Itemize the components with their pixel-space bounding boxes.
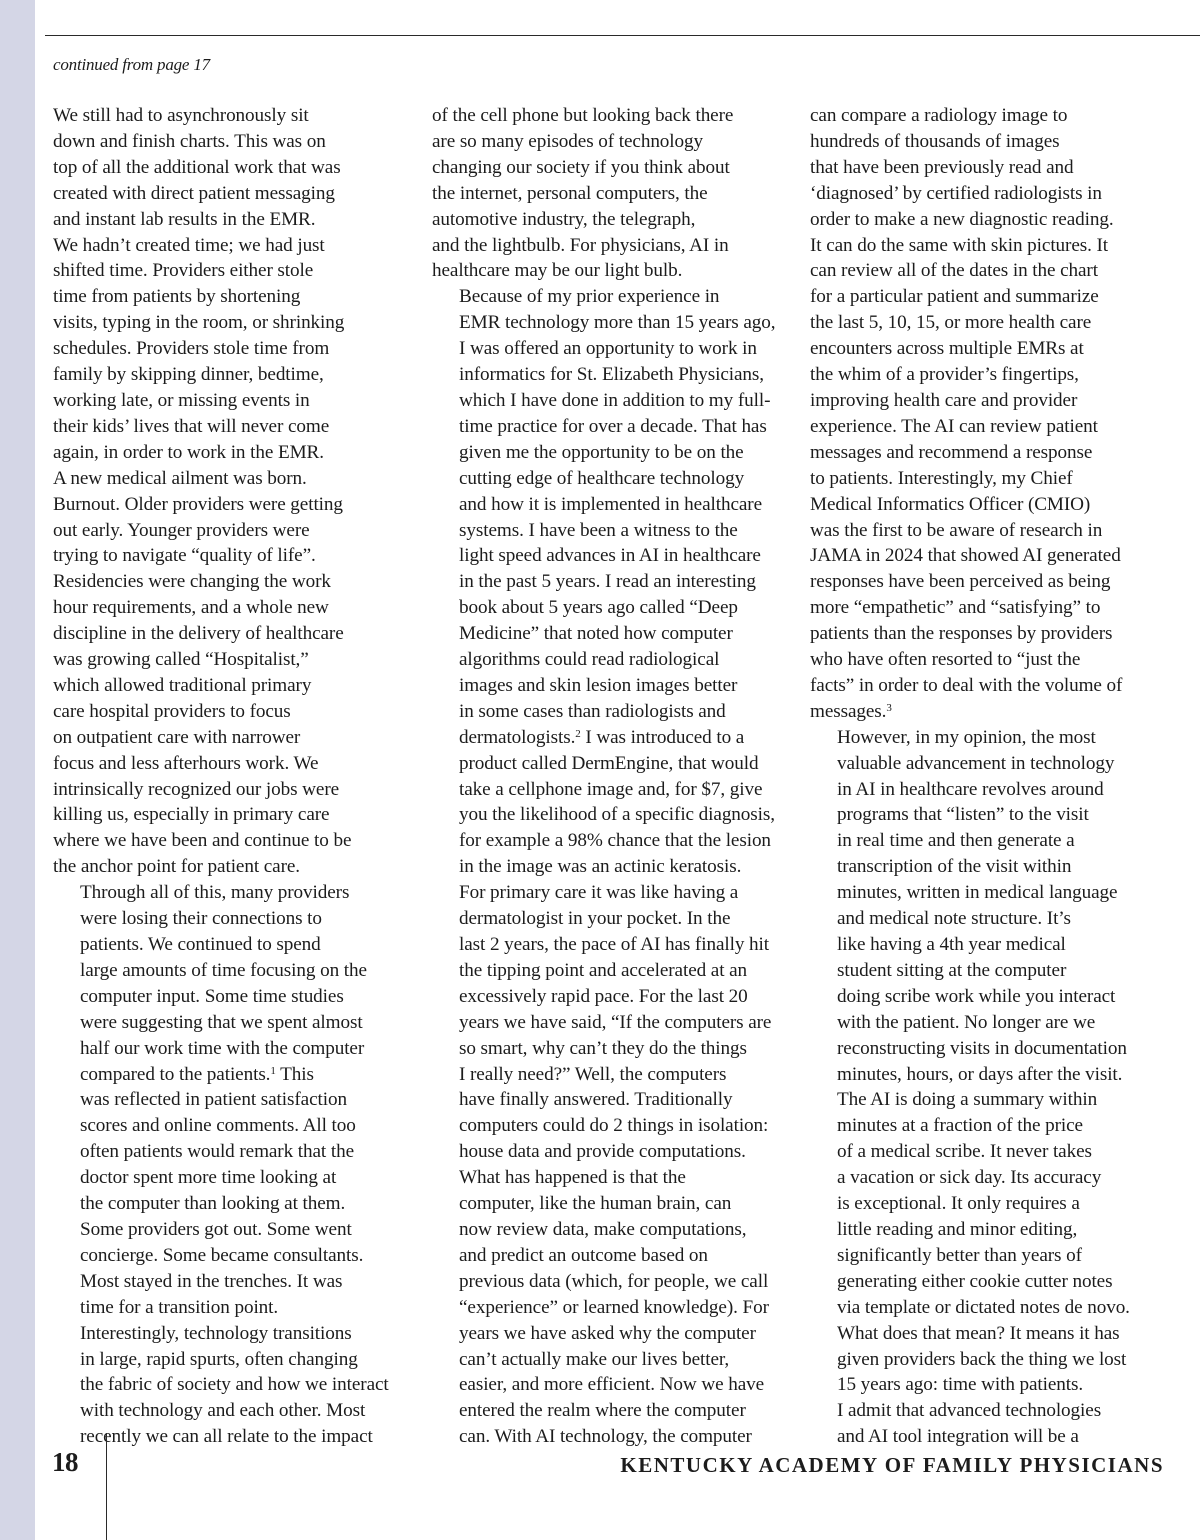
text-line: and the lightbulb. For physicians, AI in [432, 234, 729, 256]
text-line: dermatologists.$^2$ I was introduced to a [459, 726, 745, 748]
paragraph [432, 284, 794, 1450]
text-line: the last 5, 10, 15, or more health care [810, 312, 1092, 334]
text-column-1 [53, 103, 415, 1450]
text-line: visits, typing in the room, or shrinking [53, 312, 345, 334]
text-line: computer, like the human brain, can [459, 1193, 732, 1215]
text-line: We hadn’t created time; we had just [53, 234, 325, 256]
text-line: of a medical scribe. It never takes [837, 1141, 1092, 1163]
paragraph [53, 880, 415, 1320]
text-line: like having a 4th year medical [837, 934, 1066, 955]
paragraph [810, 725, 1172, 1399]
text-line: can review all of the dates in the chart [810, 260, 1098, 282]
text-line: via template or dictated notes de novo. [837, 1296, 1130, 1318]
text-line: with the patient. No longer are we [837, 1011, 1096, 1033]
text-line: What has happened is that the [459, 1167, 686, 1189]
text-line: ‘diagnosed’ by certified radiologists in [810, 182, 1102, 204]
text-line: product called DermEngine, that would [459, 752, 759, 774]
text-line: and AI tool integration will be a [837, 1426, 1079, 1448]
paragraph [53, 103, 415, 880]
text-line: informatics for St. Elizabeth Physicians, [459, 364, 764, 386]
paragraph [53, 1321, 415, 1451]
text-line: out early. Younger providers were [53, 519, 310, 541]
text-line: more “empathetic” and “satisfying” to [810, 597, 1101, 619]
text-line: of the cell phone but looking back there [432, 105, 734, 126]
text-line: responses have been perceived as being [810, 571, 1111, 593]
text-line: Because of my prior experience in [459, 286, 720, 308]
text-line: given me the opportunity to be on the [459, 441, 744, 463]
text-line: student sitting at the computer [837, 959, 1067, 981]
text-line: schedules. Providers stole time from [53, 338, 330, 360]
publication-title: KENTUCKY ACADEMY OF FAMILY PHYSICIANS [620, 1453, 1164, 1477]
text-line: generating either cookie cutter notes [837, 1270, 1113, 1292]
text-line: the fabric of society and how we interact [80, 1374, 389, 1396]
footer-divider [106, 1433, 107, 1540]
text-line: were suggesting that we spent almost [80, 1011, 363, 1033]
text-line: and how it is implemented in healthcare [459, 493, 763, 515]
text-line: focus and less afterhours work. We [53, 752, 319, 774]
text-line: hour requirements, and a whole new [53, 597, 329, 619]
text-line: minutes, hours, or days after the visit. [837, 1063, 1123, 1085]
text-line: concierge. Some became consultants. [80, 1244, 364, 1266]
text-line: compared to the patients.$^1$ This [80, 1063, 314, 1085]
text-line: which I have done in addition to my full- [459, 389, 771, 411]
text-line: you the likelihood of a specific diagnosis, [459, 804, 775, 826]
text-line: for example a 98% chance that the lesion [459, 830, 771, 852]
text-line: time practice for over a decade. That has [459, 415, 767, 437]
text-line: “experience” or learned knowledge). For [459, 1296, 769, 1318]
text-line: can’t actually make our lives better, [459, 1348, 730, 1370]
text-line: messages.$^3$ [810, 700, 892, 722]
text-line: Interestingly, technology transitions [80, 1322, 352, 1344]
text-line: scores and online comments. All too [80, 1115, 356, 1137]
text-line: easier, and more efficient. Now we have [459, 1374, 765, 1396]
text-line: I was offered an opportunity to work in [459, 338, 757, 360]
text-line: algorithms could read radiological [459, 649, 720, 671]
text-column-3 [810, 103, 1172, 1450]
text-line: images and skin lesion images better [459, 674, 738, 696]
text-line: messages and recommend a response [810, 441, 1093, 463]
text-line: 15 years ago: time with patients. [837, 1374, 1084, 1396]
text-line: intrinsically recognized our jobs were [53, 778, 340, 800]
text-line: significantly better than years of [837, 1244, 1082, 1266]
text-line: book about 5 years ago called “Deep [459, 597, 738, 619]
text-line: to patients. Interestingly, my Chief [810, 467, 1073, 489]
text-line: the whim of a provider’s fingertips, [810, 364, 1079, 386]
text-line: years we have said, “If the computers are [459, 1011, 772, 1033]
text-line: and medical note structure. It’s [837, 908, 1071, 930]
text-line: Most stayed in the trenches. It was [80, 1270, 343, 1292]
text-line: working late, or missing events in [53, 389, 310, 411]
text-line: were losing their connections to [80, 908, 322, 930]
text-line: computer input. Some time studies [80, 985, 344, 1007]
text-line: The AI is doing a summary within [837, 1089, 1098, 1111]
text-line: programs that “listen” to the visit [837, 804, 1089, 826]
text-line: in real time and then generate a [837, 830, 1075, 852]
text-line: healthcare may be our light bulb. [432, 260, 683, 282]
continued-note: continued from page 17 [53, 55, 210, 74]
text-line: Some providers got out. Some went [80, 1218, 352, 1240]
text-line: take a cellphone image and, for $7, give [459, 778, 763, 800]
text-line: with technology and each other. Most [80, 1400, 366, 1422]
text-line: care hospital providers to focus [53, 700, 291, 722]
text-line: doctor spent more time looking at [80, 1167, 337, 1189]
text-line: EMR technology more than 15 years ago, [459, 312, 776, 334]
text-line: valuable advancement in technology [837, 752, 1115, 774]
text-line: shifted time. Providers either stole [53, 260, 314, 282]
text-line: order to make a new diagnostic reading. [810, 208, 1114, 230]
text-line: the computer than looking at them. [80, 1193, 346, 1215]
text-line: What does that mean? It means it has [837, 1322, 1120, 1344]
text-line: on outpatient care with narrower [53, 726, 301, 748]
text-line: a vacation or sick day. Its accuracy [837, 1167, 1102, 1189]
text-line: systems. I have been a witness to the [459, 519, 738, 541]
text-line: encounters across multiple EMRs at [810, 338, 1084, 360]
text-line: was growing called “Hospitalist,” [53, 649, 309, 671]
text-line: can. With AI technology, the computer [459, 1426, 752, 1448]
text-line: It can do the same with skin pictures. It [810, 234, 1109, 256]
paragraph [432, 103, 794, 284]
text-line: I really need?” Well, the computers [459, 1063, 727, 1085]
text-line: previous data (which, for people, we call [459, 1270, 769, 1292]
text-line: the tipping point and accelerated at an [459, 959, 748, 981]
text-line: created with direct patient messaging [53, 182, 335, 204]
text-line: reconstructing visits in documentation [837, 1037, 1127, 1059]
text-line: I admit that advanced technologies [837, 1400, 1102, 1422]
text-line: for a particular patient and summarize [810, 286, 1099, 308]
text-line: Medical Informatics Officer (CMIO) [810, 493, 1091, 515]
text-line: are so many episodes of technology [432, 130, 704, 152]
text-line: trying to navigate “quality of life”. [53, 545, 316, 567]
text-line: in large, rapid spurts, often changing [80, 1348, 358, 1370]
text-column-2 [432, 103, 794, 1450]
text-line: was the first to be aware of research in [810, 519, 1103, 541]
text-line: JAMA in 2024 that showed AI generated [810, 545, 1121, 567]
text-line: in the past 5 years. I read an interesting [459, 571, 756, 593]
text-line: improving health care and provider [810, 389, 1078, 411]
text-line: light speed advances in AI in healthcare [459, 545, 761, 567]
text-line: and instant lab results in the EMR. [53, 208, 316, 230]
text-line: experience. The AI can review patient [810, 415, 1098, 437]
text-line: again, in order to work in the EMR. [53, 441, 324, 463]
text-line: given providers back the thing we lost [837, 1348, 1127, 1370]
text-line: which allowed traditional primary [53, 674, 312, 696]
text-line: house data and provide computations. [459, 1141, 746, 1163]
text-line: automotive industry, the telegraph, [432, 208, 696, 230]
text-line: half our work time with the computer [80, 1037, 365, 1059]
text-line: that have been previously read and [810, 156, 1074, 178]
text-line: cutting edge of healthcare technology [459, 467, 745, 489]
text-line: large amounts of time focusing on the [80, 959, 367, 981]
text-line: so smart, why can’t they do the things [459, 1037, 747, 1059]
text-line: is exceptional. It only requires a [837, 1193, 1080, 1215]
text-line: now review data, make computations, [459, 1218, 747, 1240]
text-line: excessively rapid pace. For the last 20 [459, 985, 748, 1007]
text-line: and predict an outcome based on [459, 1244, 708, 1266]
text-line: facts” in order to deal with the volume of [810, 674, 1123, 696]
paragraph [810, 1398, 1172, 1450]
text-line: years we have asked why the computer [459, 1322, 756, 1344]
text-line: minutes at a fraction of the price [837, 1115, 1083, 1137]
text-line: their kids’ lives that will never come [53, 415, 330, 437]
text-line: recently we can all relate to the impact [80, 1426, 373, 1448]
text-line: Through all of this, many providers [80, 882, 350, 904]
text-line: discipline in the delivery of healthcare [53, 623, 344, 645]
text-line: computers could do 2 things in isolation: [459, 1115, 769, 1137]
text-line: Residencies were changing the work [53, 571, 331, 593]
page-number: 18 [52, 1447, 78, 1477]
text-line: A new medical ailment was born. [53, 467, 307, 489]
text-line: However, in my opinion, the most [837, 726, 1096, 748]
text-line: in the image was an actinic keratosis. [459, 856, 742, 878]
text-line: We still had to asynchronously sit [53, 105, 309, 126]
text-line: transcription of the visit within [837, 856, 1072, 878]
text-line: often patients would remark that the [80, 1141, 355, 1163]
text-line: Burnout. Older providers were getting [53, 493, 343, 515]
paragraph [810, 103, 1172, 725]
text-line: the anchor point for patient care. [53, 856, 300, 878]
text-line: family by skipping dinner, bedtime, [53, 364, 324, 386]
text-line: hundreds of thousands of images [810, 130, 1060, 152]
text-line: top of all the additional work that was [53, 156, 341, 178]
text-line: changing our society if you think about [432, 156, 730, 178]
text-line: time from patients by shortening [53, 286, 301, 308]
text-line: where we have been and continue to be [53, 830, 352, 852]
text-line: can compare a radiology image to [810, 105, 1068, 126]
text-line: in AI in healthcare revolves around [837, 778, 1104, 800]
text-line: entered the realm where the computer [459, 1400, 746, 1422]
text-line: patients than the responses by providers [810, 623, 1113, 645]
text-line: dermatologist in your pocket. In the [459, 908, 731, 930]
text-line: minutes, written in medical language [837, 882, 1118, 904]
text-line: For primary care it was like having a [459, 882, 739, 904]
text-line: the internet, personal computers, the [432, 182, 708, 204]
text-line: Medicine” that noted how computer [459, 623, 733, 645]
text-line: in some cases than radiologists and [459, 700, 726, 722]
text-line: last 2 years, the pace of AI has finally hit [459, 934, 769, 955]
text-line: little reading and minor editing, [837, 1218, 1078, 1240]
side-color-band [0, 0, 35, 1540]
text-line: have finally answered. Traditionally [459, 1089, 733, 1111]
text-line: who have often resorted to “just the [810, 649, 1081, 671]
text-line: was reflected in patient satisfaction [80, 1089, 347, 1111]
text-line: killing us, especially in primary care [53, 804, 330, 826]
text-line: down and finish charts. This was on [53, 130, 326, 152]
text-line: doing scribe work while you interact [837, 985, 1116, 1007]
header-rule [45, 35, 1200, 36]
text-line: time for a transition point. [80, 1296, 279, 1318]
text-line: patients. We continued to spend [80, 934, 321, 955]
